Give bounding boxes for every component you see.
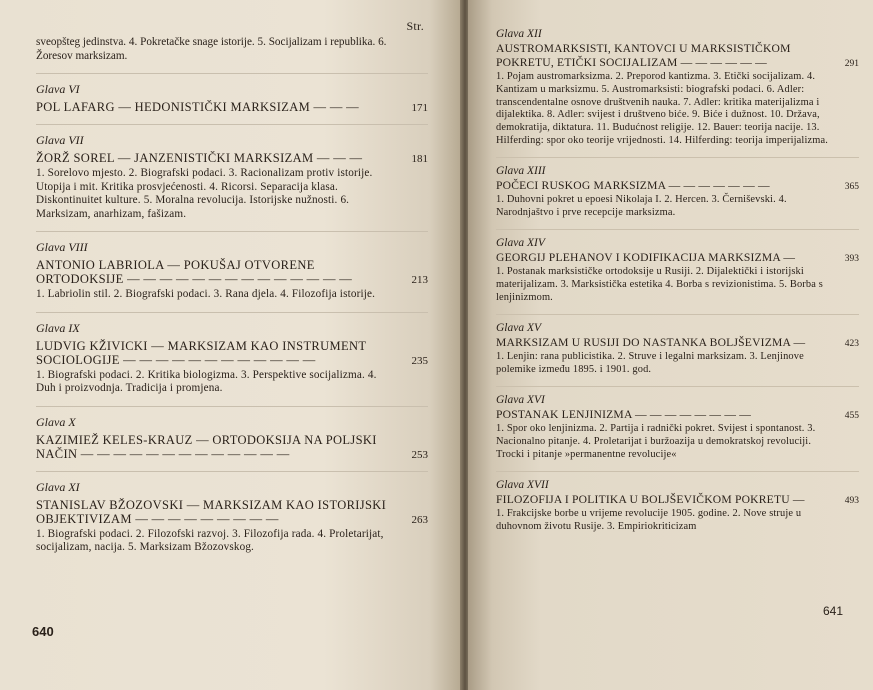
title-row <box>496 42 859 69</box>
title-row <box>36 258 428 286</box>
chapter-sections: 1. Spor oko lenjinizma. 2. Partija i radnički pokret. Svijest i spontanost. 3. Nacionalno pitanje. 4. Proletarijat i buržoazija u demokratskoj revoluciji. Trocki i pitanje »permanentne revolucije« <box>496 423 816 460</box>
chapter-title: FILOZOFIJA I POLITIKA U BOLJŠEVIČKOM POKRETU — <box>496 492 805 506</box>
title-row <box>496 336 859 350</box>
chapter-sections: 1. Lenjin: rana publicistika. 2. Struve i legalni marksizam. 3. Lenjinove polemike između 1895. i 1901. god. <box>496 351 804 376</box>
title-row <box>496 251 859 265</box>
toc-entry-glava-viii <box>36 240 428 302</box>
chapter-sections: 1. Biografski podaci. 2. Kritika biologizma. 3. Perspektive socijalizma. 4. Duh i proizvodnja. Tradicija i promjena. <box>36 368 377 394</box>
toc-entry-glava-xiii <box>496 165 859 220</box>
toc-entry-glava-vii <box>36 133 428 221</box>
toc-entry-glava-ix <box>36 321 428 396</box>
chapter-title: LUDVIG KŽIVICKI — MARKSIZAM KAO INSTRUMENT SOCIOLOGIJE — — — — — — — — — — — — <box>36 338 367 367</box>
divider <box>36 231 428 232</box>
chapter-label: Glava VI <box>36 82 80 96</box>
divider <box>36 312 428 313</box>
page-number: 181 <box>411 153 428 165</box>
page-number: 253 <box>411 448 428 461</box>
chapter-sections: 1. Postanak marksističke ortodoksije u Rusiji. 2. Dijalektički i istorijski materijalizam. 3. Marksistička estetika 4. Borba s revizionistima. 5. Borba s lenjinizmom. <box>496 266 823 303</box>
page-number: 455 <box>844 411 859 422</box>
title-row <box>36 151 428 165</box>
toc-entry-glava-xii <box>496 28 859 148</box>
page-column-label: Str. <box>406 19 424 33</box>
title-row <box>36 339 428 367</box>
chapter-title: POČECI RUSKOG MARKSIZMA — — — — — — — <box>496 178 770 192</box>
page-folio: 641 <box>822 604 843 618</box>
right-page <box>468 0 873 690</box>
chapter-title: POSTANAK LENJINIZMA — — — — — — — — <box>496 407 752 421</box>
chapter-title: ANTONIO LABRIOLA — POKUŠAJ OTVORENE ORTODOKSIJE — — — — — — — — — — — — — — <box>36 258 353 286</box>
chapter-sections: 1. Duhovni pokret u epoesi Nikolaja I. 2. Hercen. 3. Černiševski. 4. Narodnjaštvo i prve recepcije marksizma. <box>496 194 787 219</box>
chapter-label: Glava XVI <box>496 393 545 406</box>
chapter-title: KAZIMIEŽ KELES-KRAUZ — ORTODOKSIJA NA POLJSKI NAČIN — — — — — — — — — — — — — <box>36 432 377 461</box>
chapter-label: Glava VII <box>36 133 84 147</box>
page-number: 171 <box>411 102 428 114</box>
toc-entry-glava-xiv <box>496 237 859 305</box>
page-number: 263 <box>411 513 428 526</box>
chapter-sections: 1. Frakcijske borbe u vrijeme revolucije 1905. godine. 2. Nove struje u duhovnom životu Rusije. 3. Empiriokriticizam <box>496 508 802 533</box>
divider <box>496 314 859 315</box>
chapter-label: Glava XI <box>36 479 80 494</box>
title-row <box>496 408 859 422</box>
divider <box>36 124 428 125</box>
chapter-label: Glava IX <box>36 320 80 335</box>
page-number: 493 <box>844 496 859 507</box>
divider <box>36 471 428 472</box>
chapter-label: Glava XIV <box>496 236 545 249</box>
toc-entry-glava-vi <box>36 82 428 114</box>
chapter-title: ŽORŽ SOREL — JANZENISTIČKI MARKSIZAM — — — <box>36 151 363 165</box>
page-folio: 640 <box>32 624 54 639</box>
chapter-sections: 1. Pojam austromarksizma. 2. Preporod kantizma. 3. Etički socijalizam. 4. Kantizam u marksizmu. 5. Austromarksisti: biografski podaci. 6. Adler: transcendentalne osnove društvenih nauka. 7. Adler: kritika materijalizma i dijalektika. 8. Adler: svijest i društveno biće. 9. Biće i dužnost. 10. Država, demokratija, diktatura. 11. Budućnost religije. 12. Bauer: teorija nacije. 13. Hilferding: spor oko teorije vrijednosti. 14. Hilferding: teorija imperijalizma. <box>496 71 829 146</box>
chapter-title: MARKSIZAM U RUSIJI DO NASTANKA BOLJŠEVIZMA — <box>496 335 806 349</box>
chapter-title: AUSTROMARKSISTI, KANTOVCI U MARKSISTIČKOM POKRETU, ETIČKI SOCIJALIZAM — — — — — — <box>496 42 791 69</box>
divider <box>496 229 859 230</box>
page-number: 213 <box>411 274 428 286</box>
chapter-title: GEORGIJ PLEHANOV I KODIFIKACIJA MARKSIZMA — <box>496 250 796 264</box>
chapter-title: STANISLAV BŽOZOVSKI — MARKSIZAM KAO ISTORIJSKI OBJEKTIVIZAM — — — — — — — — — <box>36 497 387 526</box>
title-row <box>36 100 428 114</box>
page-number: 393 <box>844 254 859 265</box>
title-row <box>36 498 428 526</box>
chapter-label: Glava XIII <box>496 164 546 177</box>
divider <box>496 386 859 387</box>
chapter-label: Glava VIII <box>36 240 88 254</box>
chapter-sections: 1. Labriolin stil. 2. Biografski podaci. 3. Rana djela. 4. Filozofija istorije. <box>36 288 376 300</box>
divider <box>36 73 428 74</box>
chapter-sections: 1. Biografski podaci. 2. Filozofski razvoj. 3. Filozofija rada. 4. Proletarijat, socijalizam, nacija. 5. Marksizam Bžozovskog. <box>36 527 384 553</box>
continued-text: sveopšteg jedinstva. 4. Pokretačke snage istorije. 5. Socijalizam i republika. 6. Žoresov marksizam. <box>36 36 387 62</box>
divider <box>496 471 859 472</box>
page-number: 423 <box>844 339 859 350</box>
toc-entry-glava-xvii <box>496 479 859 534</box>
divider <box>496 157 859 158</box>
toc-entry-glava-xv <box>496 322 859 377</box>
chapter-label: Glava XII <box>496 28 542 40</box>
title-row <box>36 433 428 461</box>
toc-entry-glava-x <box>36 415 428 461</box>
title-row <box>496 179 859 193</box>
divider <box>36 406 428 407</box>
toc-entry-glava-xi <box>36 480 428 555</box>
page-number: 235 <box>411 354 428 367</box>
page-number: 365 <box>844 182 859 193</box>
chapter-sections: 1. Sorelovo mjesto. 2. Biografski podaci. 3. Racionalizam protiv istorije. Utopija i mit. Kritika prosvjećenosti. 4. Ricorsi. Separacija klasa. Diskontinuitet kulture. 5. Moralna revolucija. Istorijske nužnosti. 6. Marksizam, anarhizam, fašizam. <box>36 167 373 220</box>
chapter-label: Glava XV <box>496 321 542 334</box>
chapter-label: Glava X <box>36 414 76 429</box>
toc-entry-glava-xvi <box>496 394 859 462</box>
chapter-label: Glava XVII <box>496 478 549 491</box>
title-row <box>496 493 859 507</box>
chapter-title: POL LAFARG — HEDONISTIČKI MARKSIZAM — — — <box>36 100 360 114</box>
page-number: 291 <box>844 59 859 69</box>
